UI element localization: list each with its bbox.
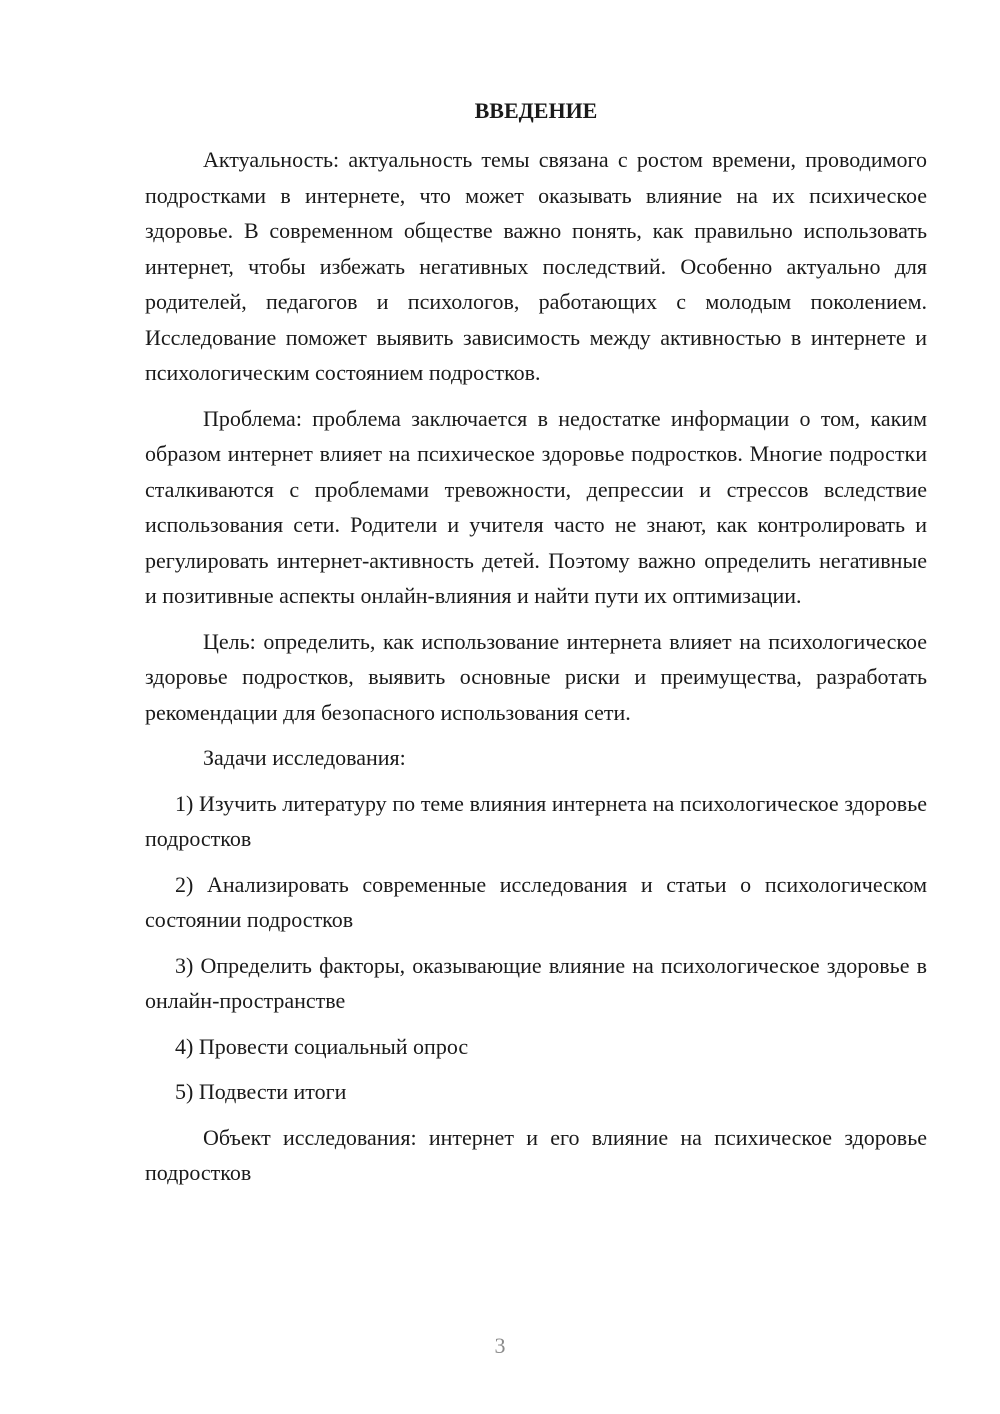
tasks-heading: Задачи исследования:	[203, 745, 406, 770]
problem-paragraph: Проблема: проблема заключается в недостатке информации о том, каким образом интернет влияет на психическое здоровье подростков. Многие подростки сталкиваются с проблемами тревожности, депрессии и стрессов вследствие использования сети. Родители и учителя часто не знают, как контролировать и регулировать интернет-активность детей. Поэтому важно определить негативные и позитивные аспекты онлайн-влияния и найти пути их оптимизации.	[145, 405, 927, 608]
relevance-paragraph: Актуальность: актуальность темы связана с ростом времени, проводимого подростками в интернете, что может оказывать влияние на их психическое здоровье. В современном обществе важно понять, как правильно использовать интернет, чтобы избежать негативных последствий. Особенно актуально для родителей, педагогов и психологов, работающих с молодым поколением. Исследование поможет выявить зависимость между активностью в интернете и психологическим состоянием подростков.	[145, 147, 927, 385]
task-item-5: 5) Подвести итоги	[175, 1079, 347, 1104]
goal-paragraph: Цель: определить, как использование интернета влияет на психологическое здоровье подростков, выявить основные риски и преимущества, разработать рекомендации для безопасного использования сети.	[145, 628, 927, 725]
task-item-4: 4) Провести социальный опрос	[175, 1033, 469, 1059]
page-title: ВВЕДЕНИЕ	[474, 98, 598, 123]
task-item-1: 1) Изучить литературу по теме влияния интернета на психологическое здоровье подростков	[145, 790, 927, 851]
task-item-2: 2) Анализировать современные исследования и статьи о психологическом состоянии подростков	[145, 871, 927, 932]
document-body	[145, 142, 927, 1201]
page-number: 3	[494, 1333, 506, 1358]
object-paragraph: Объект исследования: интернет и его влияние на психическое здоровье подростков	[145, 1124, 927, 1185]
task-item-3: 3) Определить факторы, оказывающие влияние на психологическое здоровье в онлайн-пространстве	[145, 952, 927, 1013]
